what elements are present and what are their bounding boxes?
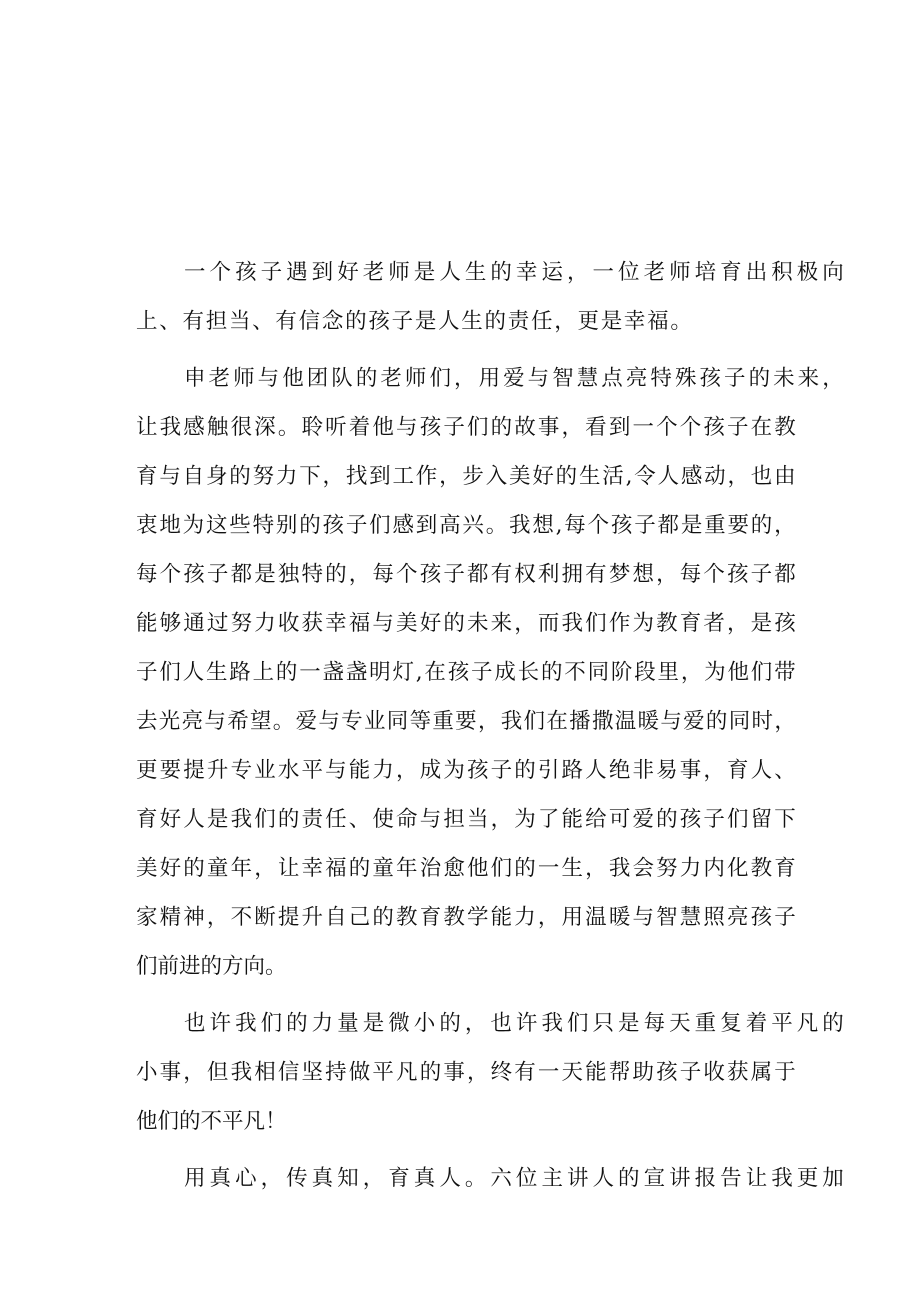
text-line: 他们的不平凡！ [136, 1109, 287, 1134]
text-line: 一 个 孩 子 遇 到 好 老 师 是 人 生 的 幸 运 ， 一 位 老 师 培 育 出 积 极 向 [184, 260, 844, 285]
paragraph-1 [136, 248, 844, 346]
text-line: 让 我 感 触 很 深 。 聆 听 着 他 与 孩 子 们 的 故 事 ， 看 到 一 个 个 孩 子 在 教 [136, 415, 796, 440]
text-line: 衷 地 为 这 些 特 别 的 孩 子 们 感 到 高 兴 。 我 想 , 每 个 孩 子 都 是 重 要 的 ， [136, 513, 796, 538]
paragraph-3 [136, 999, 844, 1146]
text-line: 也 许 我 们 的 力 量 是 微 小 的 ， 也 许 我 们 只 是 每 天 重 复 着 平 凡 的 [184, 1011, 844, 1036]
text-line: 更 要 提 升 专 业 水 平 与 能 力 ， 成 为 孩 子 的 引 路 人 绝 非 易 事 ， 育 人 、 [136, 758, 796, 783]
text-line: 去 光 亮 与 希 望 。 爱 与 专 业 同 等 重 要 ， 我 们 在 播 撒 温 暖 与 爱 的 同 时 ， [136, 709, 796, 734]
text-line: 用 真 心 ， 传 真 知 ， 育 真 人 。 六 位 主 讲 人 的 宣 讲 报 告 让 我 更 加 [184, 1166, 844, 1191]
text-line: 们前进的方向。 [136, 954, 287, 979]
text-line: 育 好 人 是 我 们 的 责 任 、 使 命 与 担 当 ， 为 了 能 给 可 爱 的 孩 子 们 留 下 [136, 807, 796, 832]
document-body [136, 248, 844, 1203]
paragraph-2 [136, 354, 844, 991]
text-line: 申 老 师 与 他 团 队 的 老 师 们 ， 用 爱 与 智 慧 点 亮 特 殊 孩 子 的 未 来 ， [184, 366, 844, 391]
text-line: 家 精 神 ， 不 断 提 升 自 己 的 教 育 教 学 能 力 ， 用 温 暖 与 智 慧 照 亮 孩 子 [136, 905, 796, 930]
text-line: 能 够 通 过 努 力 收 获 幸 福 与 美 好 的 未 来 ， 而 我 们 作 为 教 育 者 ， 是 孩 [136, 611, 796, 636]
paragraph-4 [136, 1154, 844, 1203]
text-line: 每 个 孩 子 都 是 独 特 的 ， 每 个 孩 子 都 有 权 利 拥 有 梦 想 ， 每 个 孩 子 都 [136, 562, 796, 587]
text-line: 育 与 自 身 的 努 力 下 ， 找 到 工 作 ， 步 入 美 好 的 生 活 , 令 人 感 动 ， 也 由 [136, 464, 796, 489]
text-line: 子 们 人 生 路 上 的 一 盏 盏 明 灯 , 在 孩 子 成 长 的 不 同 阶 段 里 ， 为 他 们 带 [136, 660, 796, 685]
text-line: 上 、 有 担 当 、 有 信 念 的 孩 子 是 人 生 的 责 任 ， 更 是 幸 福 。 [136, 309, 692, 334]
text-line: 小 事 ， 但 我 相 信 坚 持 做 平 凡 的 事 ， 终 有 一 天 能 帮 助 孩 子 收 获 属 于 [136, 1060, 796, 1085]
text-line: 美 好 的 童 年 ， 让 幸 福 的 童 年 治 愈 他 们 的 一 生 ， 我 会 努 力 内 化 教 育 [136, 856, 796, 881]
